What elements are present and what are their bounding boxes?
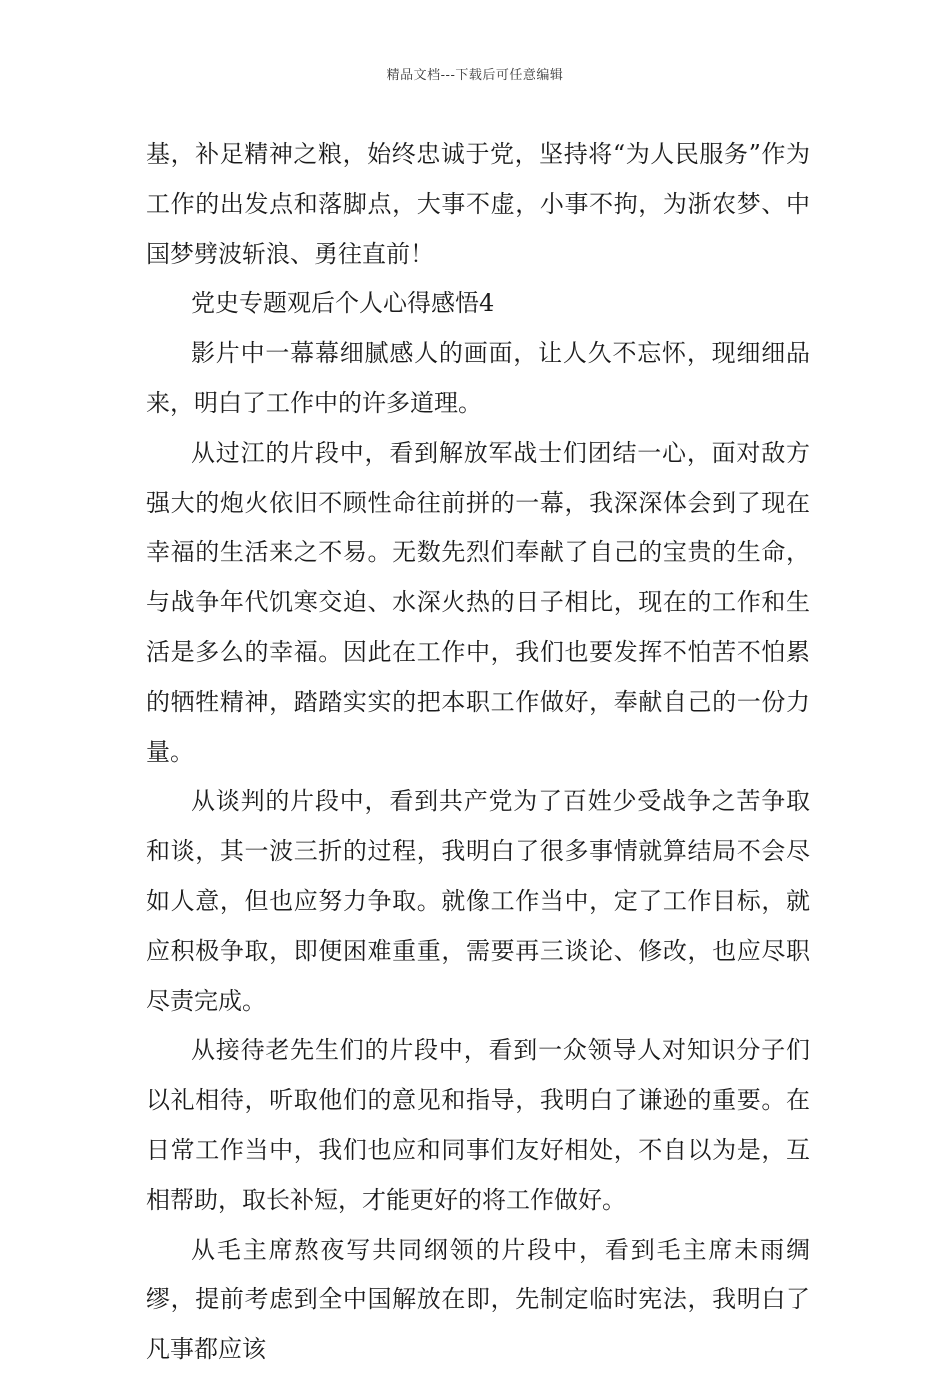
paragraph-continuation: 基，补足精神之粮，始终忠诚于党，坚持将“为人民服务”作为工作的出发点和落脚点，大事不虚，小事不拘，为浙农梦、中国梦劈波斩浪、勇往直前！	[146, 140, 810, 268]
page-header: 精品文档---下载后可任意编辑	[386, 68, 564, 83]
paragraph: 从接待老先生们的片段中，看到一众领导人对知识分子们以礼相待，听取他们的意见和指导，我明白了谦逊的重要。在日常工作当中，我们也应和同事们友好相处，不自以为是，互相帮助，取长补短，才能更好的将工作做好。	[146, 1036, 810, 1214]
paragraph: 从谈判的片段中，看到共产党为了百姓少受战争之苦争取和谈，其一波三折的过程，我明白了很多事情就算结局不会尽如人意，但也应努力争取。就像工作当中，定了工作目标，就应积极争取，即便困难重重，需要再三谈论、修改，也应尽职尽责完成。	[146, 787, 810, 1015]
section-title: 党史专题观后个人心得感悟4	[191, 289, 495, 318]
paragraph: 从毛主席熬夜写共同纲领的片段中，看到毛主席未雨绸缪，提前考虑到全中国解放在即，先制定临时宪法，我明白了凡事都应该	[146, 1235, 810, 1364]
document-body	[146, 130, 810, 1375]
paragraph: 从过江的片段中，看到解放军战士们团结一心，面对敌方强大的炮火依旧不顾性命往前拼的一幕，我深深体会到了现在幸福的生活来之不易。无数先烈们奉献了自己的宝贵的生命，与战争年代饥寒交迫、水深火热的日子相比，现在的工作和生活是多么的幸福。因此在工作中，我们也要发挥不怕苦不怕累的牺牲精神，踏踏实实的把本职工作做好，奉献自己的一份力量。	[146, 438, 810, 766]
paragraph: 影片中一幕幕细腻感人的画面，让人久不忘怀，现细细品来，明白了工作中的许多道理。	[146, 339, 810, 417]
